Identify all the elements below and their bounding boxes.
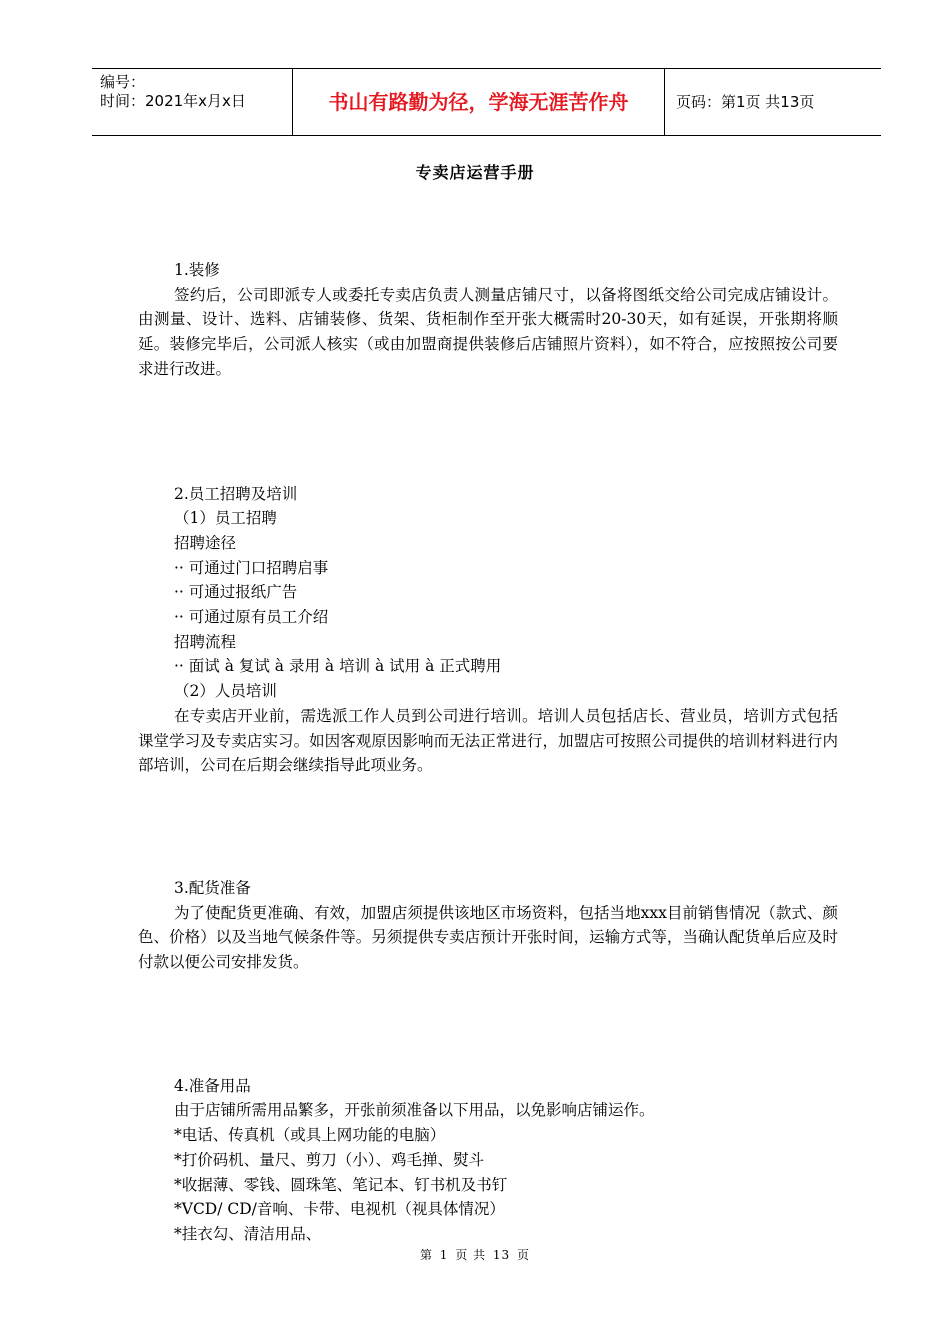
section-heading-stock-prep: 3.配货准备 [174,878,251,897]
page-footer [0,1246,950,1263]
list-item: *挂衣勾、清洁用品、 [174,1224,322,1243]
list-item: *收据薄、零钱、圆珠笔、笔记本、钉书机及书钉 [174,1175,508,1194]
section-paragraph-renovation: 签约后，公司即派专人或委托专卖店负责人测量店铺尺寸，以备将图纸交给公司完成店铺设计。由测量、设计、选料、店铺装修、货架、货柜制作至开张大概需时20-30天，如有延误，开张期将顺延。装修完毕后，公司派人核实（或由加盟商提供装修后店铺照片资料），如不符合，应按照按公司要求进行改进。 [138,285,838,378]
list-item: *电话、传真机（或具上网功能的电脑） [174,1126,446,1145]
recruitment-process-label: 招聘流程 [174,632,237,651]
subheading-staff-recruitment: （1）员工招聘 [174,509,277,528]
document-title: 专卖店运营手册 [415,163,535,182]
list-item: *VCD/ CD/音响、卡带、电视机（视具体情况） [174,1200,505,1219]
section-heading-supplies: 4.准备用品 [174,1076,251,1095]
page-header [92,68,881,136]
footer-page-total: 13 [492,1248,511,1262]
list-item: *打价码机、量尺、剪刀（小）、鸡毛掸、熨斗 [174,1150,485,1169]
footer-page-number: 1 [439,1248,449,1262]
header-page-label: 页码：第1页 共13页 [676,93,815,111]
footer-prefix: 第 [419,1248,433,1262]
section-paragraph-stock-prep: 为了使配货更准确、有效，加盟店须提供该地区市场资料，包括当地xxx目前销售情况（款式、颜色、价格）以及当地气候条件等。另须提供专卖店预计开张时间，运输方式等，当确认配货单后应及时付款以便公司安排发货。 [138,903,838,972]
section-paragraph-training: 在专卖店开业前，需选派工作人员到公司进行培训。培训人员包括店长、营业员，培训方式包括课堂学习及专卖店实习。如因客观原因影响而无法正常进行，加盟店可按照公司提供的培训材料进行内部培训，公司在后期会继续指导此项业务。 [138,706,838,775]
list-item: ·· 可通过门口招聘启事 [174,558,329,577]
doc-number-label: 编号： [100,73,146,91]
section-spacer [138,382,838,482]
recruitment-process-flow: ·· 面试 à 复试 à 录用 à 培训 à 试用 à 正式聘用 [174,657,502,676]
list-item: ·· 可通过报纸广告 [174,583,298,602]
recruitment-channels-label: 招聘途径 [174,533,237,552]
doc-time-label: 时间：2021年x月x日 [100,92,246,110]
supplies-intro: 由于店铺所需用品繁多，开张前须准备以下用品，以免影响店铺运作。 [174,1101,655,1120]
header-meta-cell [92,69,293,135]
document-body [138,258,838,1247]
section-heading-renovation: 1.装修 [174,261,220,279]
section-spacer [138,975,838,1074]
section-heading-recruitment: 2.员工招聘及培训 [174,484,298,503]
list-item: ·· 可通过原有员工介绍 [174,608,329,627]
subheading-staff-training: （2）人员培训 [174,682,277,701]
footer-mid: 页 共 [455,1248,487,1262]
header-motto: 书山有路勤为径，学海无涯苦作舟 [293,69,665,135]
section-spacer [138,778,838,876]
footer-suffix: 页 [517,1248,531,1262]
